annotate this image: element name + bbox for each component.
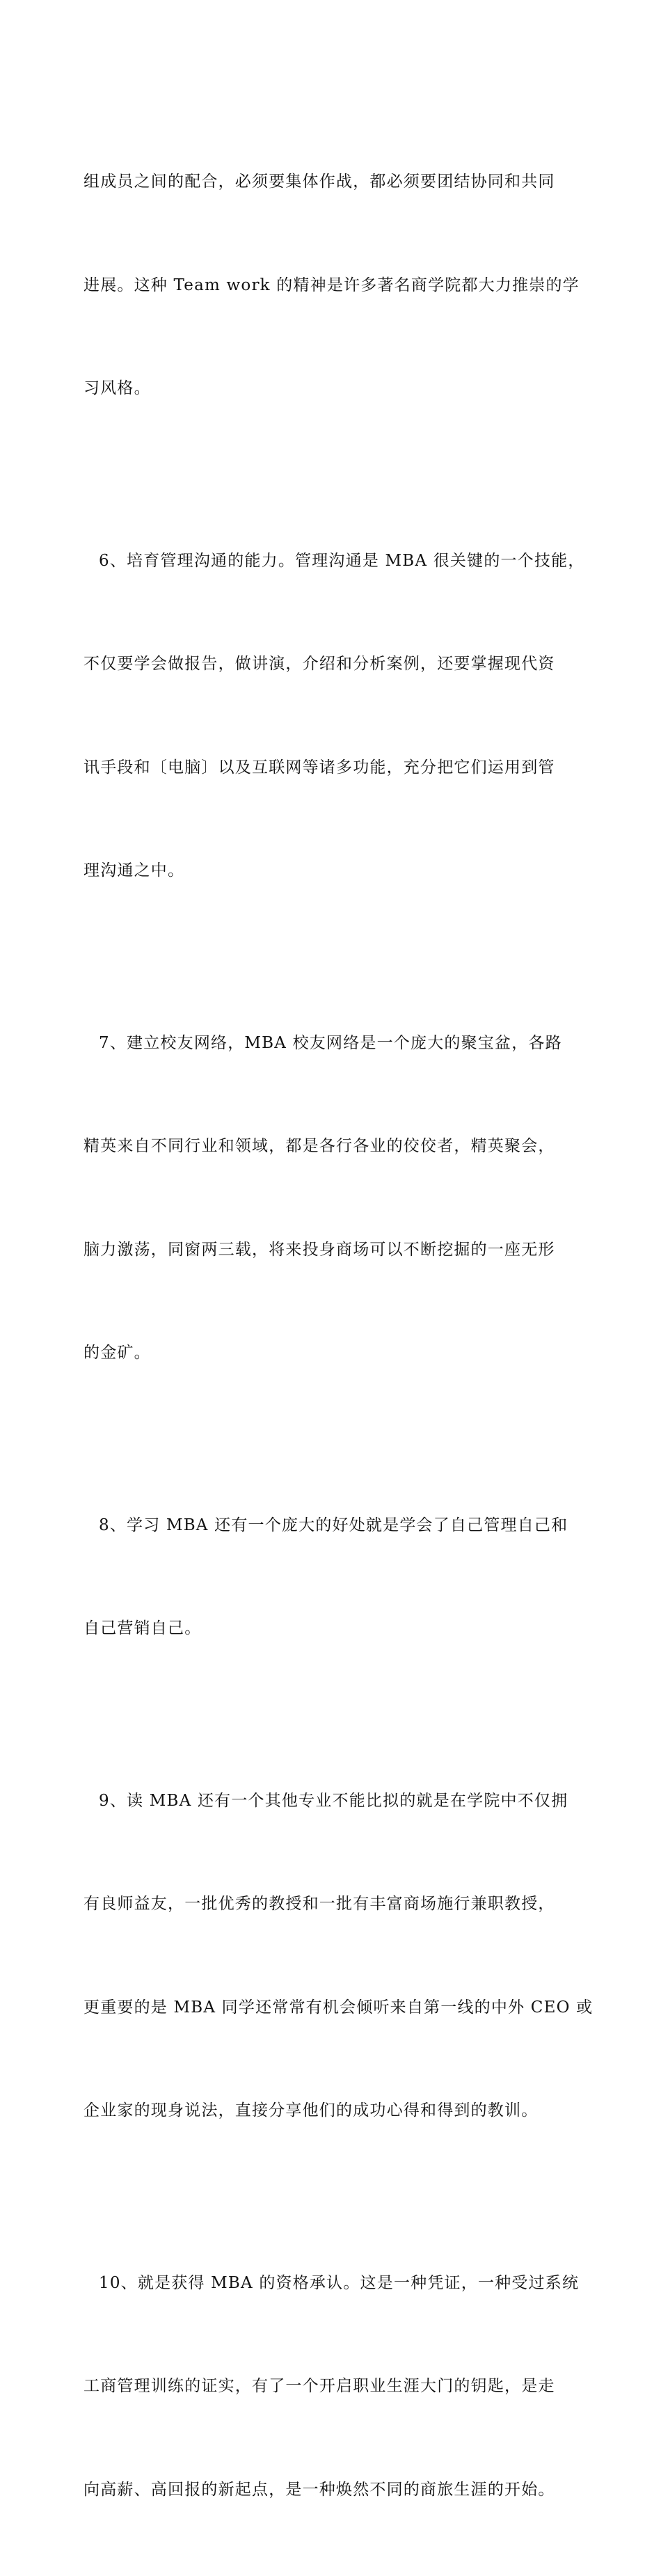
text-line: 不仅要学会做报告，做讲演，介绍和分析案例，还要掌握现代资: [83, 647, 579, 682]
paragraph-item-7: [83, 957, 579, 1440]
text-line: 讯手段和〔电脑〕以及互联网等诸多功能，充分把它们运用到管: [83, 751, 579, 786]
text-line: 精英来自不同行业和领域，都是各行各业的佼佼者，精英聚会，: [83, 1129, 579, 1164]
text-line: 10、就是获得 MBA 的资格承认。这是一种凭证，一种受过系统: [83, 2266, 579, 2301]
text-line: 企业家的现身说法，直接分享他们的成功心得和得到的教训。: [83, 2094, 579, 2129]
paragraph-item-9: [83, 1715, 579, 2197]
text-line: 向高薪、高回报的新起点，是一种焕然不同的商旅生涯的开始。: [83, 2473, 579, 2508]
document-page: [83, 96, 579, 2576]
paragraph-item-8: [83, 1440, 579, 1715]
paragraph-item-10: [83, 2197, 579, 2576]
paragraph-item-6: [83, 475, 579, 957]
text-line: 习风格。: [83, 372, 579, 406]
text-line: 工商管理训练的证实，有了一个开启职业生涯大门的钥匙，是走: [83, 2369, 579, 2404]
text-line: 有良师益友，一批优秀的教授和一批有丰富商场施行兼职教授，: [83, 1887, 579, 1922]
text-line: 理沟通之中。: [83, 854, 579, 889]
text-line: 进展。这种 Team work 的精神是许多著名商学院都大力推崇的学: [83, 269, 579, 303]
text-line: 更重要的是 MBA 同学还常常有机会倾听来自第一线的中外 CEO 或: [83, 1991, 579, 2026]
text-line: 组成员之间的配合，必须要集体作战，都必须要团结协同和共同: [83, 165, 579, 200]
text-line: 6、培育管理沟通的能力。管理沟通是 MBA 很关键的一个技能，: [83, 544, 579, 579]
text-line: 的金矿。: [83, 1336, 579, 1371]
text-line: 7、建立校友网络，MBA 校友网络是一个庞大的聚宝盆，各路: [83, 1026, 579, 1061]
text-line: 自己营销自己。: [83, 1612, 579, 1646]
text-line: 9、读 MBA 还有一个其他专业不能比拟的就是在学院中不仅拥: [83, 1784, 579, 1819]
text-line: 8、学习 MBA 还有一个庞大的好处就是学会了自己管理自己和: [83, 1509, 579, 1543]
paragraph-continuation: [83, 96, 579, 475]
text-line: 脑力激荡，同窗两三载，将来投身商场可以不断挖掘的一座无形: [83, 1233, 579, 1268]
